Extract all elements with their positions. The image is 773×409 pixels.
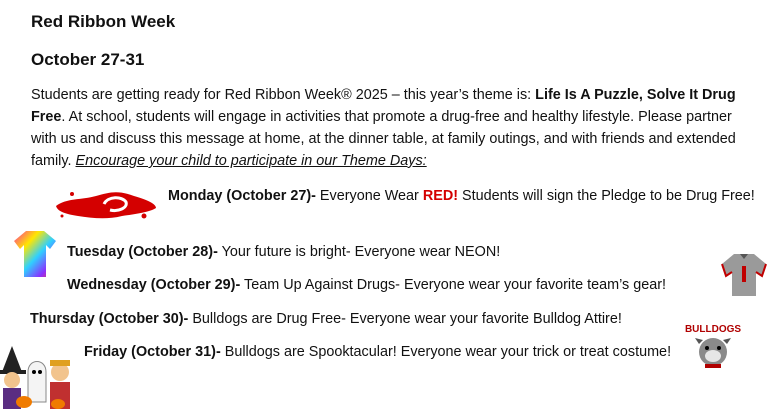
date-range: October 27-31 <box>31 50 145 69</box>
red-paint-splash-icon <box>52 186 160 222</box>
monday-item <box>168 184 758 208</box>
tuesday-item <box>67 240 500 264</box>
bulldogs-logo-text: BULLDOGS <box>684 324 742 335</box>
tuesday-text: Your future is bright- Everyone wear NEON! <box>217 244 501 260</box>
friday-item <box>84 340 684 364</box>
wednesday-text: Team Up Against Drugs- Everyone wear your favorite team’s gear! <box>240 277 667 293</box>
page-title: Red Ribbon Week <box>31 12 176 31</box>
tuesday-label: Tuesday (October 28)- <box>67 244 218 260</box>
thursday-text: Bulldogs are Drug Free- Everyone wear your favorite Bulldog Attire! <box>188 311 622 327</box>
wednesday-label: Wednesday (October 29)- <box>67 277 241 293</box>
trick-or-treat-kids-icon <box>0 342 76 409</box>
thursday-label: Thursday (October 30)- <box>30 311 189 327</box>
bulldogs-logo-icon <box>683 320 743 372</box>
friday-text: Bulldogs are Spooktacular! Everyone wear your trick or treat costume! <box>220 344 672 360</box>
wednesday-item <box>67 273 666 297</box>
thursday-item <box>30 307 622 331</box>
encourage-text: Encourage your child to participate in our Theme Days: <box>75 153 427 169</box>
monday-text-2: Students will sign the Pledge to be Drug Free! <box>458 188 755 204</box>
football-jersey-icon <box>720 252 768 298</box>
monday-label: Monday (October 27)- <box>168 188 316 204</box>
friday-label: Friday (October 31)- <box>84 344 221 360</box>
tie-dye-shirt-icon <box>12 229 58 279</box>
monday-text-1: Everyone Wear <box>315 188 423 204</box>
intro-paragraph <box>31 84 751 172</box>
theme-text: Life Is A Puzzle, Solve It Drug Free <box>31 87 736 125</box>
intro-text-1: Students are getting ready for Red Ribbon Week® 2025 – this year’s theme is: <box>31 87 536 103</box>
red-highlight: RED! <box>422 188 459 204</box>
intro-text-2: . At school, students will engage in activities that promote a drug-free and healthy lifestyle. Please partner with us and discuss this message at home, at the dinner table, at family outings, and with friends and extended family. <box>31 109 736 169</box>
